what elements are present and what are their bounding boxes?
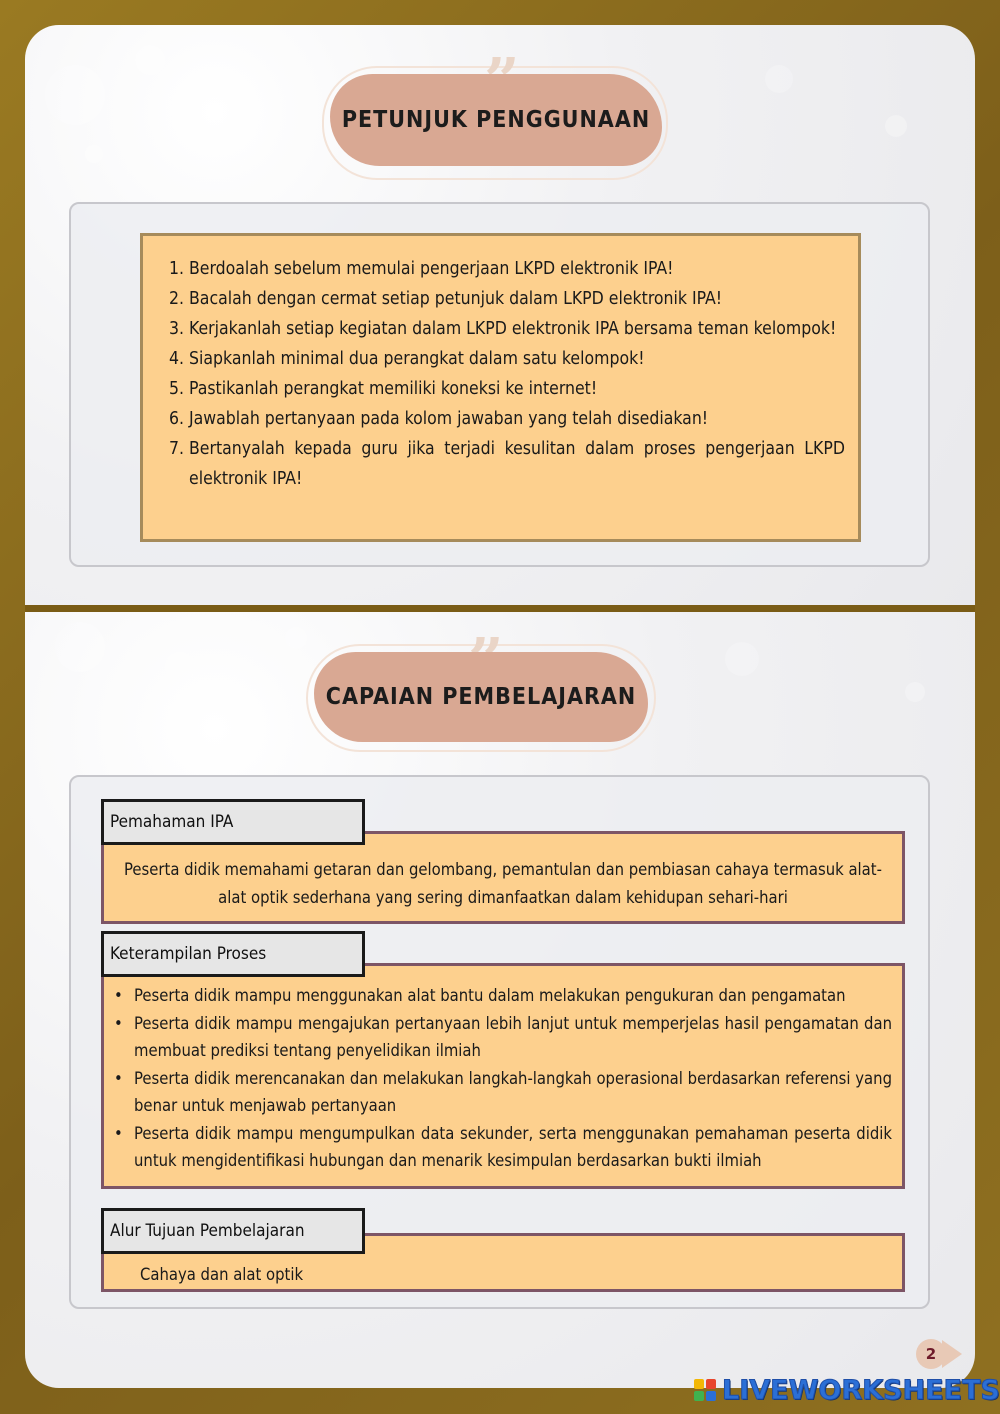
keterampilan-list <box>112 982 892 1175</box>
bullet-icon: • <box>114 1068 123 1088</box>
item-number: 1. <box>169 259 185 279</box>
list-item <box>169 404 845 434</box>
item-text: Bertanyalah kepada guru jika terjadi kesulitan dalam proses pengerjaan LKPD elektronik IPA! <box>189 439 845 489</box>
list-item <box>169 284 845 314</box>
page-title: PETUNJUK PENGGUNAAN <box>341 107 651 133</box>
item-text: Berdoalah sebelum memulai pengerjaan LKPD elektronik IPA! <box>189 259 674 279</box>
section-divider <box>25 605 975 612</box>
item-text: Jawablah pertanyaan pada kolom jawaban yang telah disediakan! <box>189 409 709 429</box>
item-text: Peserta didik mampu menggunakan alat bantu dalam melakukan pengukuran dan pengamatan <box>134 986 846 1005</box>
item-number: 3. <box>169 319 185 339</box>
liveworksheets-logo <box>694 1374 1000 1406</box>
bullet-icon: • <box>114 1123 123 1143</box>
item-text: Siapkanlah minimal dua perangkat dalam satu kelompok! <box>189 349 645 369</box>
pemahaman-text: Peserta didik memahami getaran dan gelombang, pemantulan dan pembiasan cahaya termasuk alat-alat optik sederhana yang sering dimanfaatkan dalam kehidupan sehari-hari <box>124 860 882 907</box>
bullet-icon: • <box>114 1013 123 1033</box>
list-item <box>112 1120 892 1175</box>
bullet-icon: • <box>114 986 123 1005</box>
list-item <box>169 434 845 494</box>
instructions-box <box>140 233 861 542</box>
item-number: 6. <box>169 409 185 429</box>
list-item <box>169 344 845 374</box>
alur-text: Cahaya dan alat optik <box>140 1265 304 1284</box>
list-item <box>112 1065 892 1120</box>
petunjuk-title-banner <box>330 74 662 166</box>
item-number: 5. <box>169 379 185 399</box>
item-text: Pastikanlah perangkat memiliki koneksi ke internet! <box>189 379 598 399</box>
item-number: 2. <box>169 289 185 309</box>
item-text: Kerjakanlah setiap kegiatan dalam LKPD elektronik IPA bersama teman kelompok! <box>189 319 837 339</box>
item-number: 4. <box>169 349 185 369</box>
pemahaman-label: Pemahaman IPA <box>101 799 365 845</box>
list-item <box>169 254 845 284</box>
list-item <box>112 982 892 1010</box>
item-number: 7. <box>169 439 185 459</box>
list-item <box>112 1010 892 1065</box>
watermark-text: LIVEWORKSHEETS <box>722 1374 1000 1406</box>
alur-label: Alur Tujuan Pembelajaran <box>101 1208 365 1254</box>
capaian-title-banner <box>314 652 648 742</box>
section-title: CAPAIAN PEMBELAJARAN <box>325 684 637 710</box>
instructions-list <box>169 254 845 494</box>
item-text: Bacalah dengan cermat setiap petunjuk dalam LKPD elektronik IPA! <box>189 289 723 309</box>
keterampilan-label: Keterampilan Proses <box>101 931 365 977</box>
item-text: Peserta didik merencanakan dan melakukan langkah-langkah operasional berdasarkan referensi yang benar untuk menjawab pertanyaan <box>134 1068 892 1115</box>
item-text: Peserta didik mampu mengajukan pertanyaan lebih lanjut untuk memperjelas hasil pengamatan dan membuat prediksi tentang penyelidikan ilmiah <box>134 1013 892 1060</box>
list-item <box>169 374 845 404</box>
page-number-badge: 2 <box>916 1339 946 1369</box>
keterampilan-content <box>101 963 905 1189</box>
item-text: Peserta didik mampu mengumpulkan data sekunder, serta menggunakan pemahaman peserta didik untuk mengidentifikasi hubungan dan menarik kesimpulan berdasarkan bukti ilmiah <box>134 1123 892 1170</box>
liveworksheets-icon <box>694 1379 716 1401</box>
list-item <box>169 314 845 344</box>
